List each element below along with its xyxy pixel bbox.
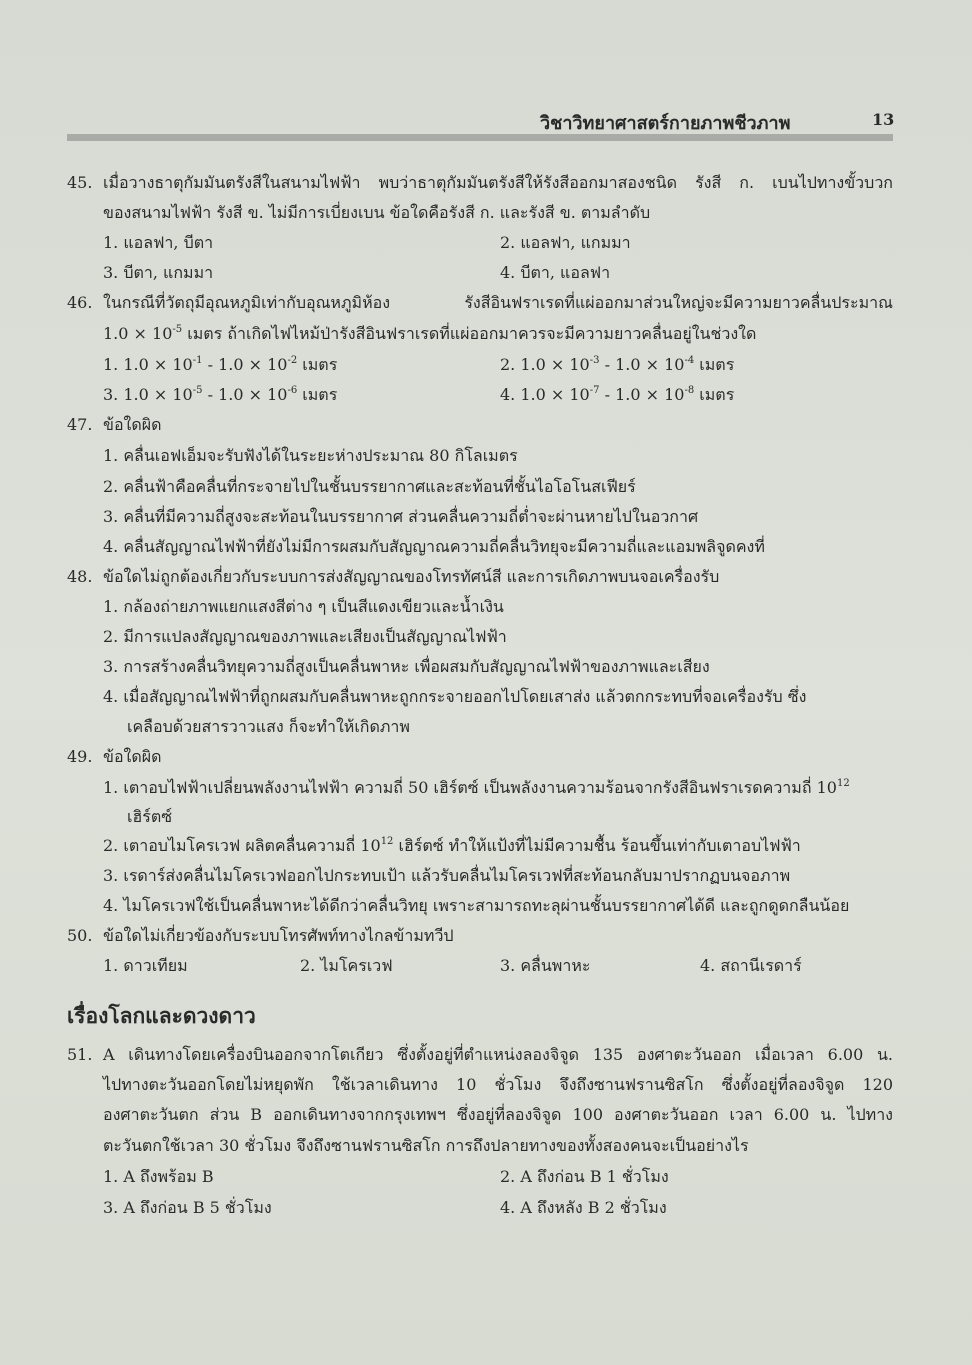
text: 2. 1.0 × 10 xyxy=(500,355,590,374)
answer-option: 2. มีการแปลงสัญญาณของภาพและเสียงเป็นสัญญาณไฟฟ้า xyxy=(103,627,507,646)
question-number: 47. xyxy=(67,415,93,434)
question-number: 49. xyxy=(67,747,93,766)
question-text: ตะวันตกใช้เวลา 30 ชั่วโมง จึงถึงซานฟรานซิสโก การถึงปลายทางของทั้งสองคนจะเป็นอย่างไร xyxy=(103,1136,749,1155)
answer-option: 1. A ถึงพร้อม B xyxy=(103,1167,214,1186)
exponent: -1 xyxy=(192,355,203,366)
answer-option: 2. A ถึงก่อน B 1 ชั่วโมง xyxy=(500,1167,669,1186)
answer-option: 3. เรดาร์ส่งคลื่นไมโครเวฟออกไปกระทบเป้า แล้วรับคลื่นไมโครเวฟที่สะท้อนกลับมาปรากฏบนจอภาพ xyxy=(103,866,791,885)
answer-option: 3. การสร้างคลื่นวิทยุความถี่สูงเป็นคลื่นพาหะ เพื่อผสมกับสัญญาณไฟฟ้าของภาพและเสียง xyxy=(103,657,710,676)
exponent: -7 xyxy=(589,385,600,396)
answer-option: 3. คลื่นที่มีความถี่สูงจะสะท้อนในบรรยากาศ ส่วนคลื่นความถี่ต่ำจะผ่านหายไปในอวกาศ xyxy=(103,507,699,526)
text: 1. เตาอบไฟฟ้าเปลี่ยนพลังงานไฟฟ้า ความถี่ 50 เฮิร์ตซ์ เป็นพลังงานความร้อนจากรังสีอินฟราเรดความถี่ 10 xyxy=(103,778,837,797)
question-text: ของสนามไฟฟ้า รังสี ข. ไม่มีการเบี่ยงเบน ข้อใดคือรังสี ก. และรังสี ข. ตามลำดับ xyxy=(103,203,651,222)
question-text: ข้อใดผิด xyxy=(103,415,162,434)
text: - 1.0 × 10 xyxy=(599,355,685,374)
answer-option: 4. A ถึงหลัง B 2 ชั่วโมง xyxy=(500,1198,667,1217)
text: 1. 1.0 × 10 xyxy=(103,355,193,374)
answer-option: 4. เมื่อสัญญาณไฟฟ้าที่ถูกผสมกับคลื่นพาหะถูกกระจายออกไปโดยเสาส่ง แล้วตกกระทบที่จอเครื่องรับ ซึ่ง xyxy=(103,687,807,706)
answer-option: 1. กล้องถ่ายภาพแยกแสงสีต่าง ๆ เป็นสีแดงเขียวและน้ำเงิน xyxy=(103,597,504,616)
answer-option: 4. คลื่นสัญญาณไฟฟ้าที่ยังไม่มีการผสมกับสัญญาณความถี่คลื่นวิทยุจะมีความถี่และแอมพลิจูดคงที่ xyxy=(103,537,765,556)
answer-option xyxy=(500,354,734,376)
exponent: -5 xyxy=(172,324,183,335)
question-number: 48. xyxy=(67,567,93,586)
header-rule xyxy=(67,134,893,141)
text: เฮิร์ตซ์ ทำให้แป้งที่ไม่มีความชื้น ร้อนขึ้นเท่ากับเตาอบไฟฟ้า xyxy=(393,836,801,855)
answer-option xyxy=(500,384,734,406)
section-heading: เรื่องโลกและดวงดาว xyxy=(67,1003,256,1028)
question-text: องศาตะวันตก ส่วน B ออกเดินทางจากกรุงเทพฯ ซึ่งอยู่ที่ลองจิจูด 100 องศาตะวันออก เวลา 6.00 น. ไปทาง xyxy=(103,1105,893,1124)
question-text: เมื่อวางธาตุกัมมันตรังสีในสนามไฟฟ้า พบว่าธาตุกัมมันตรังสีให้รังสีออกมาสองชนิด รังสี ก. เบนไปทางขั้วบวก xyxy=(103,173,893,192)
text: - 1.0 × 10 xyxy=(599,385,685,404)
text: 2. เตาอบไมโครเวฟ ผลิตคลื่นความถี่ 10 xyxy=(103,836,381,855)
answer-option: 3. คลื่นพาหะ xyxy=(500,956,591,975)
text: 4. 1.0 × 10 xyxy=(500,385,590,404)
answer-option: 4. ไมโครเวฟใช้เป็นคลื่นพาหะได้ดีกว่าคลื่นวิทยุ เพราะสามารถทะลุผ่านชั้นบรรยากาศได้ดี และถูกดูดกลืนน้อย xyxy=(103,896,850,915)
exponent: -5 xyxy=(192,385,203,396)
text: เมตร xyxy=(694,385,735,404)
question-number: 45. xyxy=(67,173,93,192)
question-text: ข้อใดไม่เกี่ยวข้องกับระบบโทรศัพท์ทางไกลข้ามทวีป xyxy=(103,926,454,945)
answer-option: 2. ไมโครเวฟ xyxy=(300,956,393,975)
text: เมตร ถ้าเกิดไฟไหม้ป่ารังสีอินฟราเรดที่แผ่ออกมาควรจะมีความยาวคลื่นอยู่ในช่วงใด xyxy=(182,324,757,343)
exponent: 12 xyxy=(380,836,394,847)
answer-option: 3. A ถึงก่อน B 5 ชั่วโมง xyxy=(103,1198,272,1217)
answer-option xyxy=(103,777,850,799)
question-text: ไปทางตะวันออกโดยไม่หยุดพัก ใช้เวลาเดินทาง 10 ชั่วโมง จึงถึงซานฟรานซิสโก ซึ่งตั้งอยู่ที่ลองจิจูด 120 xyxy=(103,1075,893,1094)
text: - 1.0 × 10 xyxy=(202,355,288,374)
question-text: ในกรณีที่วัตถุมีอุณหภูมิเท่ากับอุณหภูมิห้อง รังสีอินฟราเรดที่แผ่ออกมาส่วนใหญ่จะมีความยาวคลื่นประมาณ xyxy=(103,293,893,312)
question-number: 51. xyxy=(67,1045,93,1064)
exponent: -2 xyxy=(287,355,298,366)
answer-option: 2. แอลฟา, แกมมา xyxy=(500,233,631,252)
answer-option xyxy=(103,354,337,376)
text: เมตร xyxy=(297,385,338,404)
text: - 1.0 × 10 xyxy=(202,385,288,404)
question-text: A เดินทางโดยเครื่องบินออกจากโตเกียว ซึ่งตั้งอยู่ที่ตำแหน่งลองจิจูด 135 องศาตะวันออก เมื่อเวลา 6.00 น. xyxy=(103,1045,893,1064)
text: เมตร xyxy=(694,355,735,374)
answer-option: 1. แอลฟา, บีตา xyxy=(103,233,214,252)
question-text: ข้อใดผิด xyxy=(103,747,162,766)
exponent: -3 xyxy=(589,355,600,366)
question-number: 46. xyxy=(67,293,93,312)
answer-option-continuation: เคลือบด้วยสารวาวแสง ก็จะทำให้เกิดภาพ xyxy=(127,717,410,736)
answer-option: 1. ดาวเทียม xyxy=(103,956,188,975)
exponent: 12 xyxy=(836,778,850,789)
text: 3. 1.0 × 10 xyxy=(103,385,193,404)
question-text: ข้อใดไม่ถูกต้องเกี่ยวกับระบบการส่งสัญญาณของโทรทัศน์สี และการเกิดภาพบนจอเครื่องรับ xyxy=(103,567,720,586)
exponent: -6 xyxy=(287,385,298,396)
answer-option: 2. คลื่นฟ้าคือคลื่นที่กระจายไปในชั้นบรรยากาศและสะท้อนที่ชั้นไอโอโนสเฟียร์ xyxy=(103,477,636,496)
question-number: 50. xyxy=(67,926,93,945)
answer-option: 1. คลื่นเอฟเอ็มจะรับฟังได้ในระยะห่างประมาณ 80 กิโลเมตร xyxy=(103,446,518,465)
exponent: -8 xyxy=(684,385,695,396)
exponent: -4 xyxy=(684,355,695,366)
answer-option: 3. บีตา, แกมมา xyxy=(103,263,214,282)
answer-option: 4. สถานีเรดาร์ xyxy=(700,956,802,975)
answer-option: 4. บีตา, แอลฟา xyxy=(500,263,611,282)
text: เมตร xyxy=(297,355,338,374)
running-header-title: วิชาวิทยาศาสตร์กายภาพชีวภาพ xyxy=(540,113,791,134)
page-number: 13 xyxy=(872,110,895,129)
answer-option xyxy=(103,384,337,406)
question-text xyxy=(103,323,756,345)
answer-option xyxy=(103,835,801,857)
text: 1.0 × 10 xyxy=(103,324,173,343)
answer-option-continuation: เฮิร์ตซ์ xyxy=(127,807,173,826)
